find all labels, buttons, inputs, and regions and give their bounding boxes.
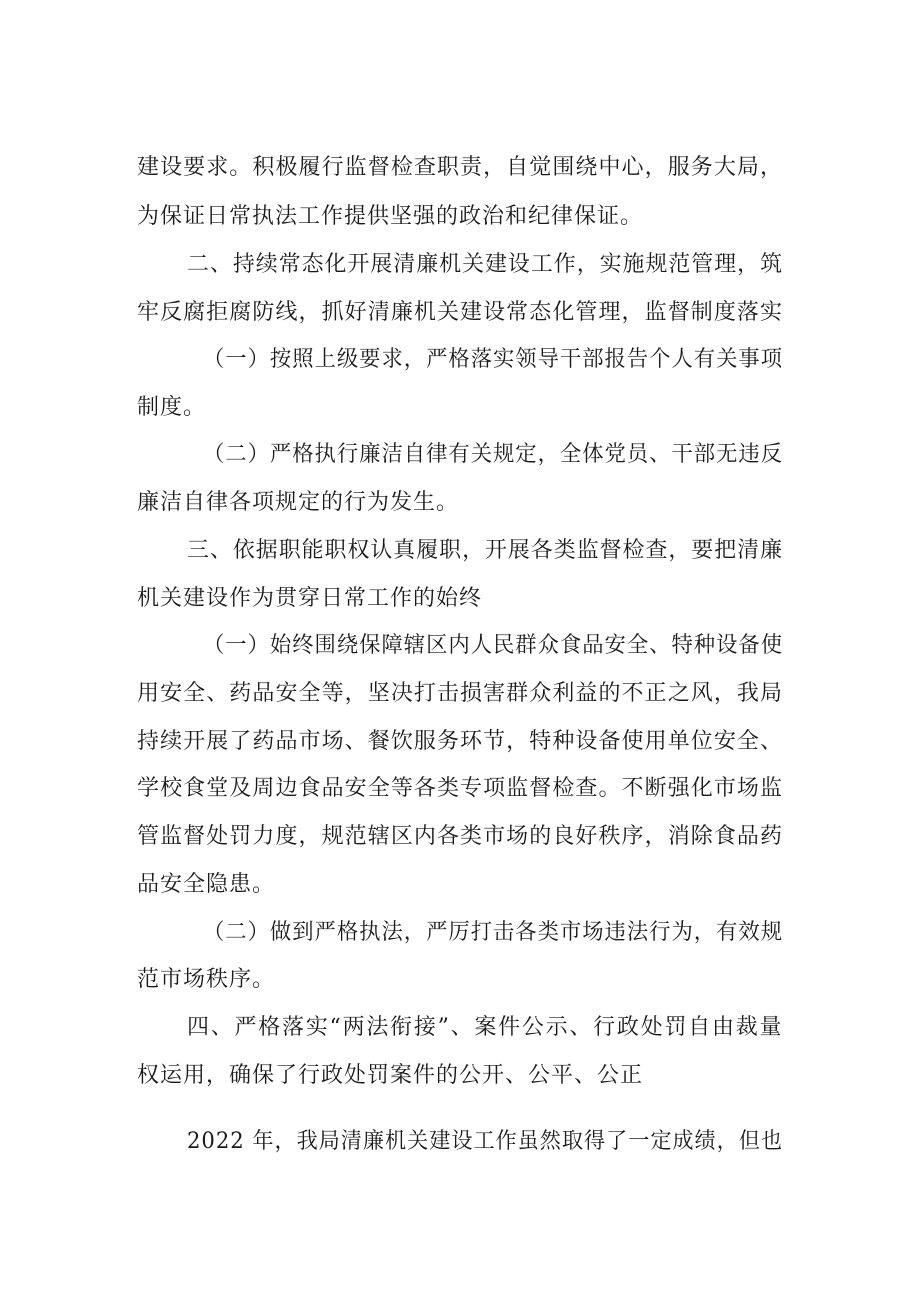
paragraph-line: 制度。 — [137, 395, 207, 420]
paragraph-line: 品安全隐患。 — [137, 872, 276, 897]
paragraph-line: 权运用，确保了行政处罚案件的公开、公平、公正 — [137, 1063, 644, 1088]
paragraph-line: 为保证日常执法工作提供坚强的政治和纪律保证。 — [137, 204, 644, 229]
paragraph-line: 用安全、药品安全等，坚决打击损害群众利益的不正之风，我局 — [137, 681, 784, 706]
paragraph-line: （二）做到严格执法，严厉打击各类市场违法行为，有效规 — [203, 920, 784, 945]
paragraph-line: 持续开展了药品市场、餐饮服务环节，特种设备使用单位安全、 — [137, 729, 784, 754]
paragraph-line: 三、依据职能职权认真履职，开展各类监督检查，要把清廉 — [187, 538, 784, 563]
paragraph-line: （一）按照上级要求，严格落实领导干部报告个人有关事项 — [203, 347, 784, 372]
paragraph-line: 机关建设作为贯穿日常工作的始终 — [137, 586, 483, 611]
paragraph-line: 建设要求。积极履行监督检查职责，自觉围绕中心，服务大局， — [137, 155, 784, 180]
paragraph-line: 2022 年，我局清廉机关建设工作虽然取得了一定成绩，但也 — [187, 1129, 783, 1154]
paragraph-line: 管监督处罚力度，规范辖区内各类市场的良好秩序，消除食品药 — [137, 824, 784, 849]
paragraph-line: 廉洁自律各项规定的行为发生。 — [137, 490, 460, 515]
paragraph-line: 牢反腐拒腐防线，抓好清廉机关建设常态化管理，监督制度落实 — [137, 300, 784, 325]
paragraph-line: 学校食堂及周边食品安全等各类专项监督检查。不断强化市场监 — [137, 776, 784, 801]
paragraph-line: 范市场秩序。 — [137, 967, 276, 992]
paragraph-line: 四、严格落实“两法衔接”、案件公示、行政处罚自由裁量 — [187, 1015, 784, 1040]
paragraph-line: （二）严格执行廉洁自律有关规定，全体党员、干部无违反 — [203, 442, 784, 467]
paragraph-line: 二、持续常态化开展清廉机关建设工作，实施规范管理，筑 — [187, 252, 784, 277]
paragraph-line: （一）始终围绕保障辖区内人民群众食品安全、特种设备使 — [203, 633, 784, 658]
